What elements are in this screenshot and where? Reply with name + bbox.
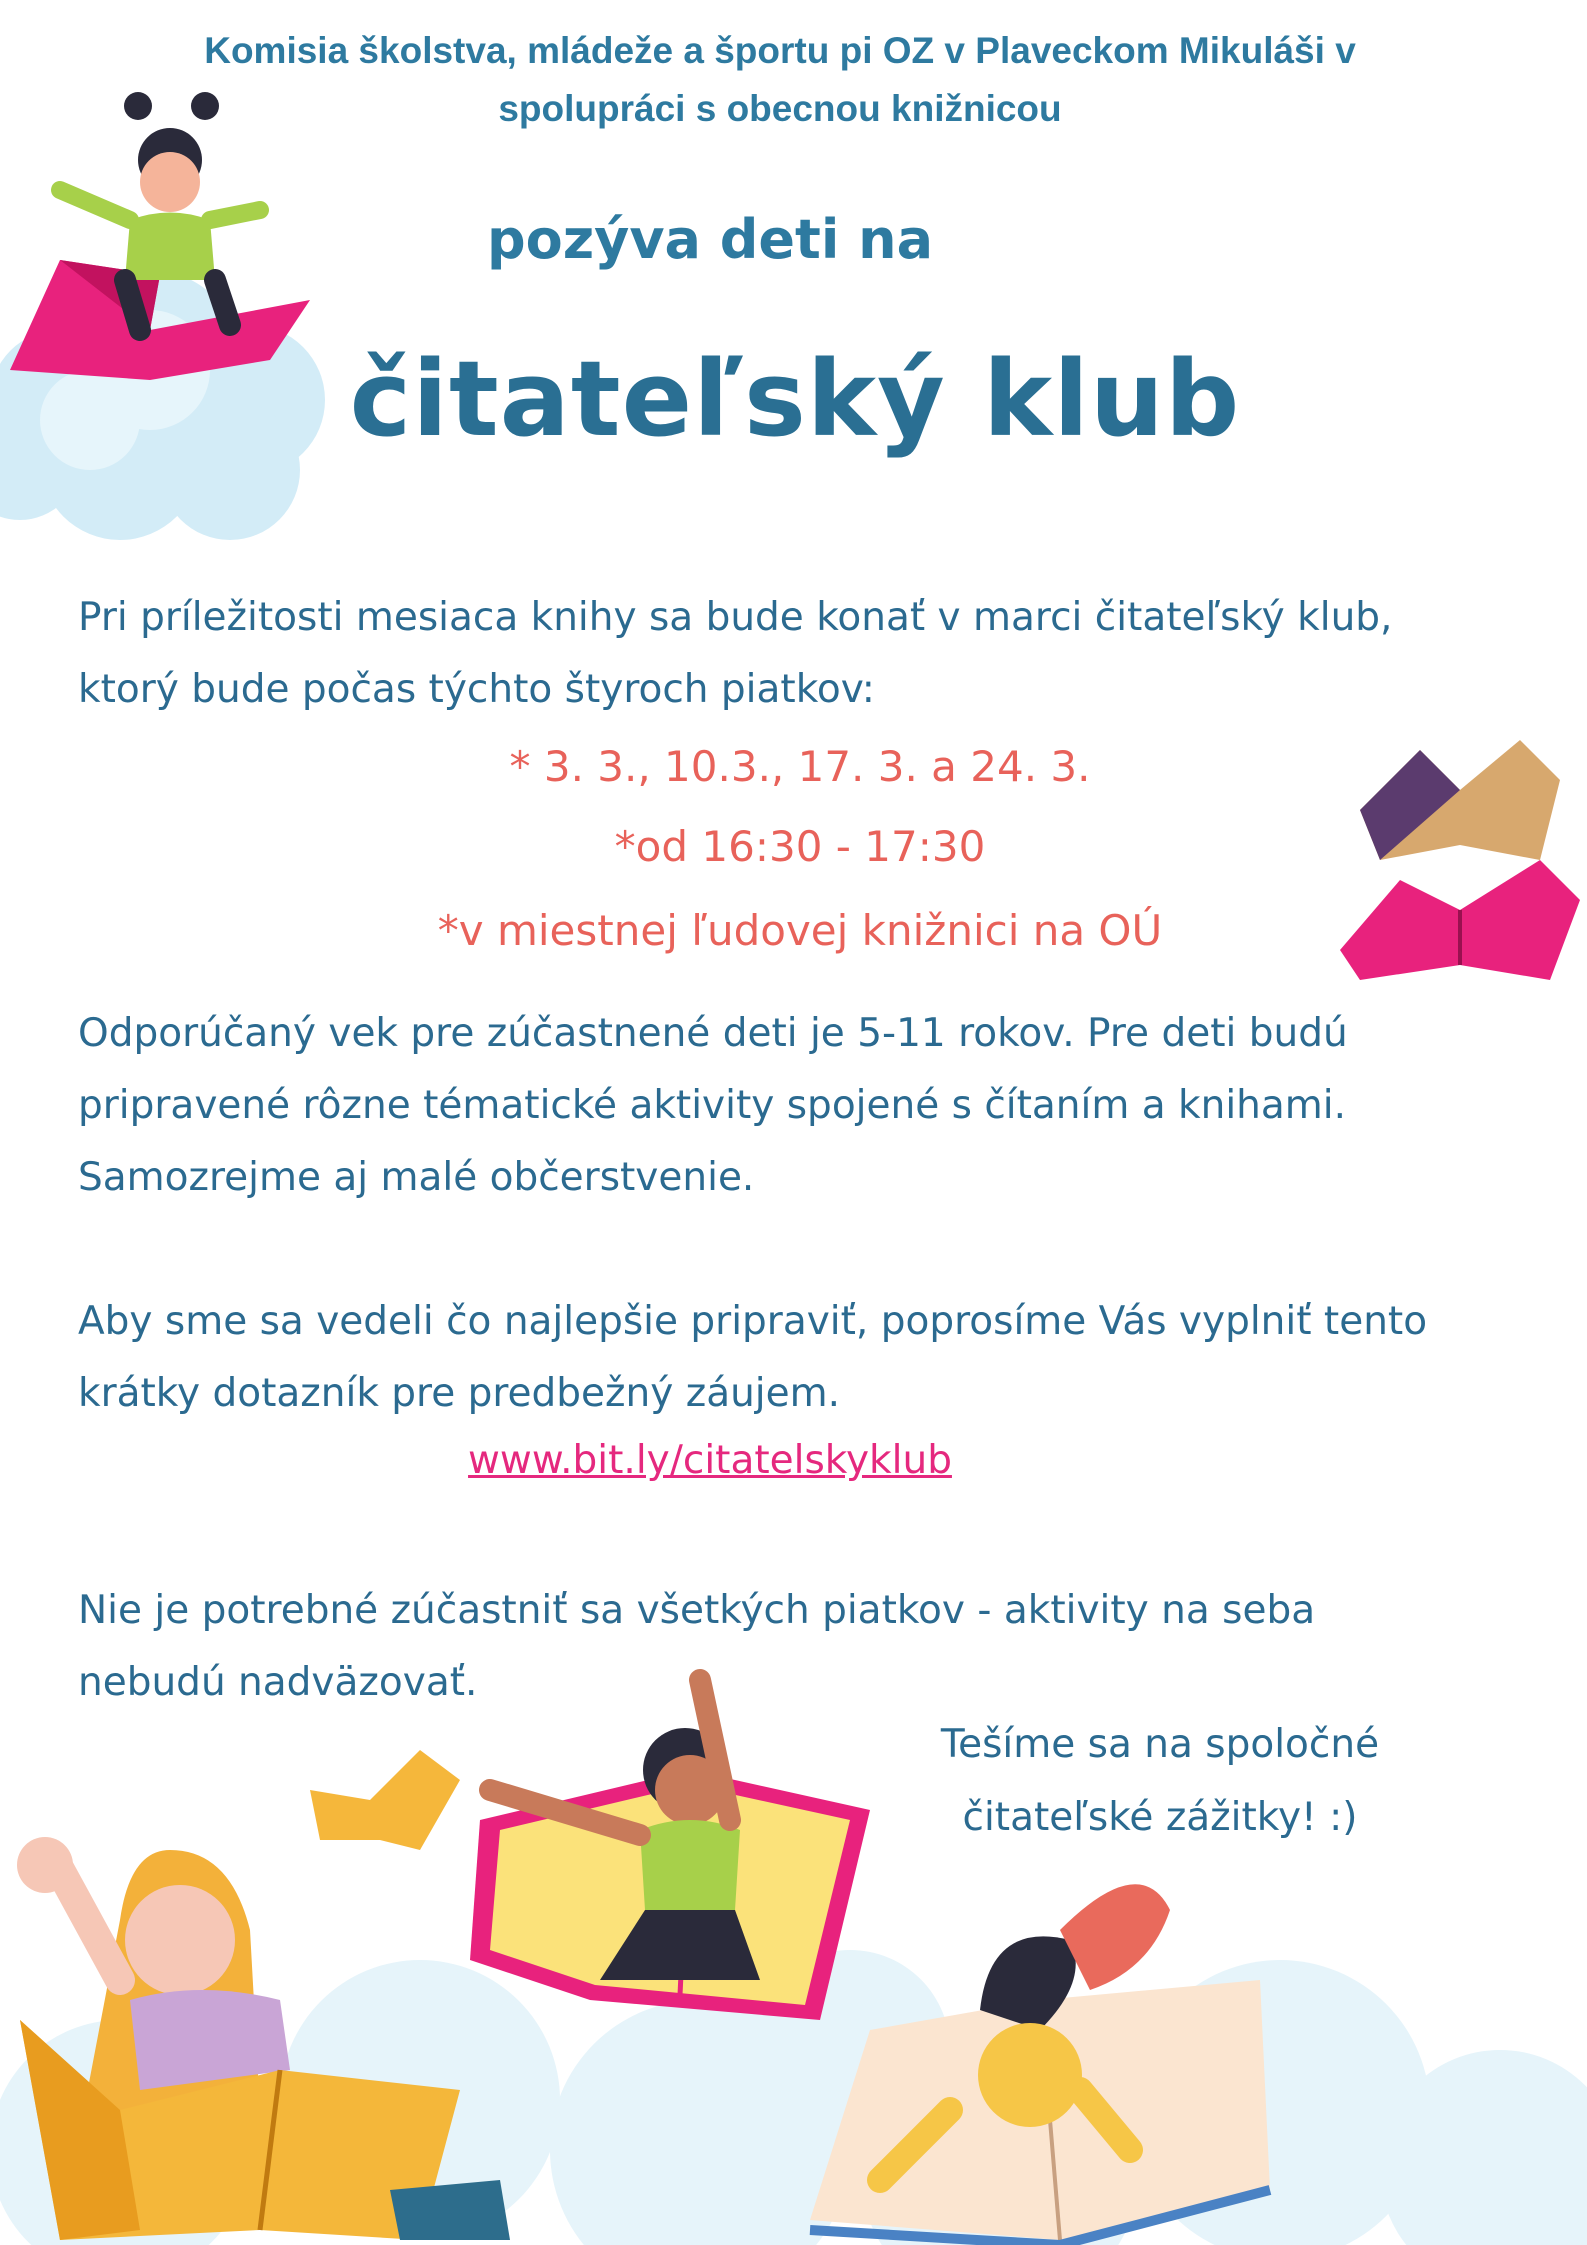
intro-paragraph (78, 582, 1520, 726)
flying-books-icon (1340, 730, 1580, 990)
closing-text (920, 1708, 1400, 1854)
invite-text: pozýva deti na (486, 208, 934, 271)
girl-on-book-cloud-icon (0, 100, 340, 560)
survey-line-1: Aby sme sa vedeli čo najlepšie pripraviť, poprosíme Vás vyplniť tento (78, 1299, 1428, 1344)
header-line-2: spolupráci s obecnou knižnicou (498, 88, 1062, 129)
closing-line-1: Tešíme sa na spoločné (940, 1722, 1380, 1767)
closing-line-2: čitateľské zážitky! :) (962, 1795, 1358, 1840)
note-line-1: Nie je potrebné zúčastniť sa všetkých piatkov - aktivity na seba (78, 1588, 1316, 1633)
survey-paragraph (78, 1286, 1520, 1430)
age-line-2: pripravené rôzne tématické aktivity spojené s čítaním a knihami. (78, 1083, 1347, 1128)
flying-book-yellow-icon (310, 1750, 460, 1860)
age-paragraph (78, 998, 1520, 1214)
event-time: *od 16:30 - 17:30 (614, 822, 986, 871)
intro-line-2: ktorý bude počas týchto štyroch piatkov: (78, 667, 875, 712)
page-title: čitateľský klub (349, 338, 1241, 460)
header-line-1: Komisia školstva, mládeže a športu pi OZ v Plaveckom Mikuláši v (204, 30, 1356, 71)
note-paragraph (78, 1575, 1520, 1719)
age-line-1: Odporúčaný vek pre zúčastnené deti je 5-11 rokov. Pre deti budú (78, 1011, 1348, 1056)
survey-line-2: krátky dotazník pre predbežný záujem. (78, 1371, 841, 1416)
intro-line-1: Pri príležitosti mesiaca knihy sa bude konať v marci čitateľský klub, (78, 595, 1393, 640)
boy-reading-book-icon (810, 1850, 1280, 2245)
event-dates: * 3. 3., 10.3., 17. 3. a 24. 3. (509, 742, 1091, 791)
note-line-2: nebudú nadväzovať. (78, 1660, 478, 1705)
survey-link[interactable]: www.bit.ly/citatelskyklub (468, 1438, 952, 1483)
age-line-3: Samozrejme aj malé občerstvenie. (78, 1155, 755, 1200)
girl-in-book-icon (0, 1810, 520, 2245)
organizer-header (40, 22, 1520, 138)
event-place: *v miestnej ľudovej knižnici na OÚ (437, 906, 1163, 955)
